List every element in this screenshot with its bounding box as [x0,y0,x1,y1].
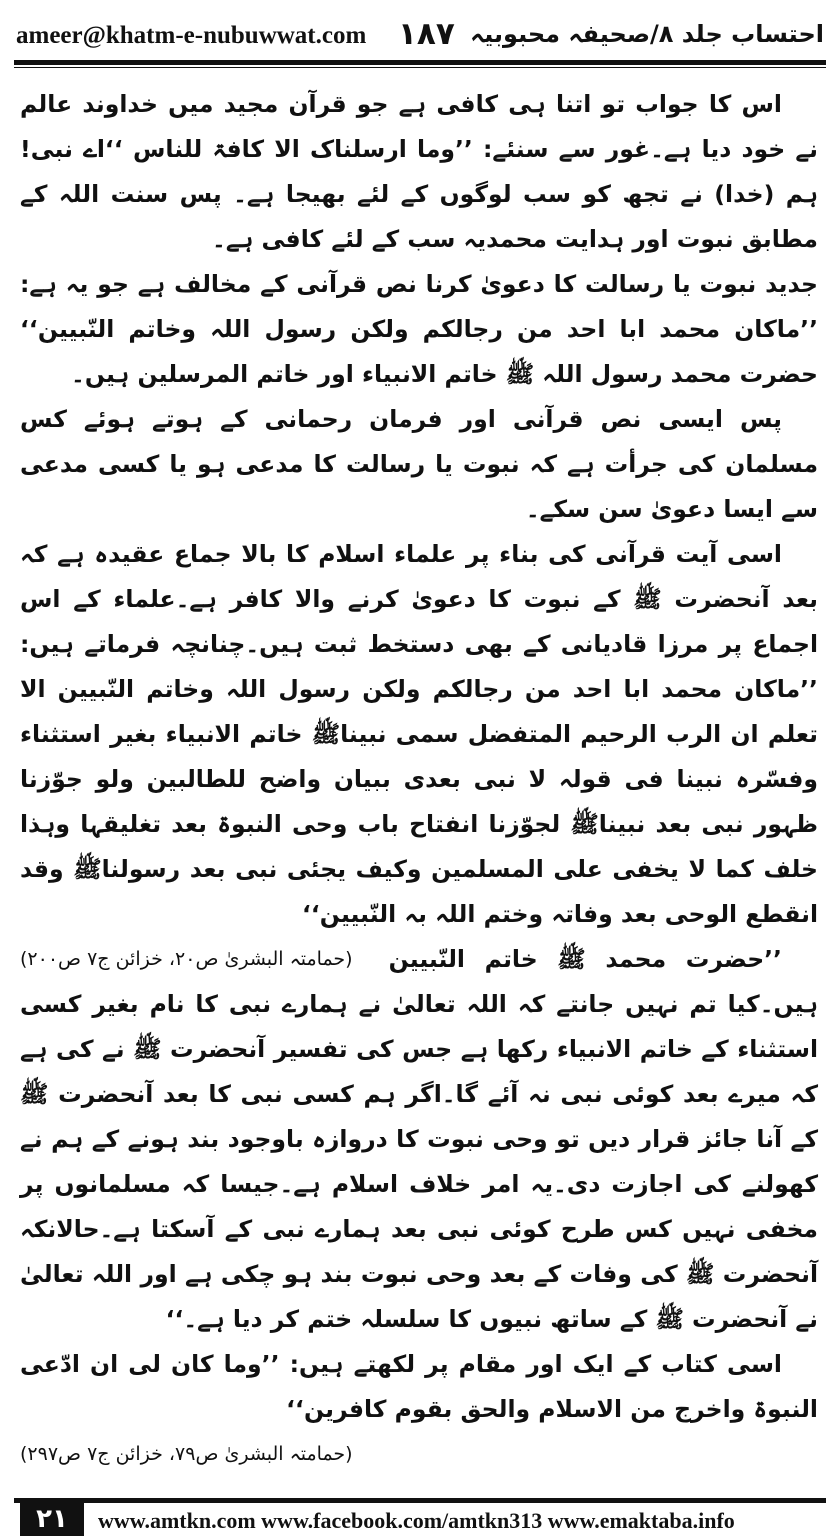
header-rule-thick [14,60,826,65]
footer-page-box: ۲۱ [20,1502,84,1536]
footer-rule [14,1498,826,1503]
footer-links[interactable]: www.amtkn.com www.facebook.com/amtkn313 www.emaktaba.info [98,1508,735,1533]
paragraph: اس کا جواب تو اتنا ہی کافی ہے جو قرآن مجید میں خداوند عالم نے خود دیا ہے۔غور سے سنئے: ’’وما ارسلناک الا کافۃ للناس ‘‘اے نبی! ہم (خدا) نے تجھ کو سب لوگوں کے لئے بھیجا ہے۔ پس سنت اللہ کے مطابق نبوت اور ہدایت محمدیہ سب کے لئے کافی ہے۔ [20,90,818,253]
header-email: ameer@khatm-e-nubuwwat.com [16,22,367,49]
paragraph [20,532,818,970]
paragraph [20,1342,818,1465]
paragraph: ’’حضرت محمد ﷺ خاتم النّبیین ہیں۔کیا تم نہیں جانتے کہ اللہ تعالیٰ نے ہمارے نبی کا نام بغیر کسی استثناء کے خاتم الانبیاء رکھا ہے جس کی تفسیر آنحضرت ﷺ نے کی ہے کہ میرے بعد کوئی نبی نہ آئے گا۔اگر ہم کسی نبی کا بعد آنحضرت ﷺ کے آنا جائز قرار دیں تو وحی نبوت کا دروازہ باوجود بند ہونے کے ہم نے کھولنے کی اجازت دی۔یہ امر خلاف اسلام ہے۔جیسا کہ مسلمانوں پر مخفی نہیں کس طرح کوئی نبی بعد ہمارے نبی کے آسکتا ہے۔حالانکہ آنحضرت ﷺ کی وفات کے بعد وحی نبوت بند ہو چکی ہے اور اللہ تعالیٰ نے آنحضرت ﷺ کے ساتھ نبیوں کا سلسلہ ختم کر دیا ہے۔‘‘ [20,945,818,1333]
page-header [14,14,826,54]
citation-reference: (حمامتہ البشریٰ ص۲۰، خزائن ج۷ ص۲۰۰) [20,948,353,970]
header-book-title: احتساب جلد ۸/صحیفہ محبوبیہ [470,20,824,48]
paragraph: جدید نبوت یا رسالت کا دعویٰ کرنا نص قرآنی کے مخالف ہے جو یہ ہے: ’’ماکان محمد ابا احد من رجالکم ولکن رسول اللہ وخاتم النّبیین‘‘ حضرت محمد رسول اللہ ﷺ خاتم الانبیاء اور خاتم المرسلین ہیں۔ [20,270,818,388]
header-rule-thin [14,67,826,68]
paragraph-text: اسی آیت قرآنی کی بناء پر علماء اسلام کا بالا جماع عقیدہ ہے کہ بعد آنحضرت ﷺ کے نبوت کا دعویٰ کرنے والا کافر ہے۔علماء کے اس اجماع پر مرزا قادیانی کے بھی دستخط ثبت ہیں۔چنانچہ فرماتے ہیں: ’’ماکان محمد ابا احد من رجالکم ولکن رسول اللہ وخاتم النّبیین الا تعلم ان الرب الرحیم المتفضل سمی نبیناﷺ خاتم الانبیاء بغیر استثناء وفسّرہ نبینا فی قولہ لا نبی بعدی ببیان واضح للطالبین ولو جوّزنا ظہور نبی بعد نبیناﷺ لجوّزنا انفتاح باب وحی النبوۃ بعد تغلیقہا وہذا خلف کما لا یخفی علی المسلمین وکیف یجئی نبی بعد رسولناﷺ وقد انقطع الوحی بعد وفاتہ وختم اللہ بہ النّبیین‘‘ [20,540,818,928]
page-footer [14,1494,826,1536]
body-text [20,82,818,1477]
citation-reference: (حمامتہ البشریٰ ص۷۹، خزائن ج۷ ص۲۹۷) [20,1443,353,1465]
header-page-number: ۱۸۷ [398,16,455,52]
paragraph-text: اسی کتاب کے ایک اور مقام پر لکھتے ہیں: ’’وما کان لی ان ادّعی النبوۃ واخرج من الاسلام والحق بقوم کافرین‘‘ [20,1350,818,1423]
paragraph: پس ایسی نص قرآنی اور فرمان رحمانی کے ہوتے ہوئے کس مسلمان کی جرأت ہے کہ نبوت یا رسالت کا مدعی ہو یا کسی مدعی سے ایسا دعویٰ سن سکے۔ [20,405,818,523]
